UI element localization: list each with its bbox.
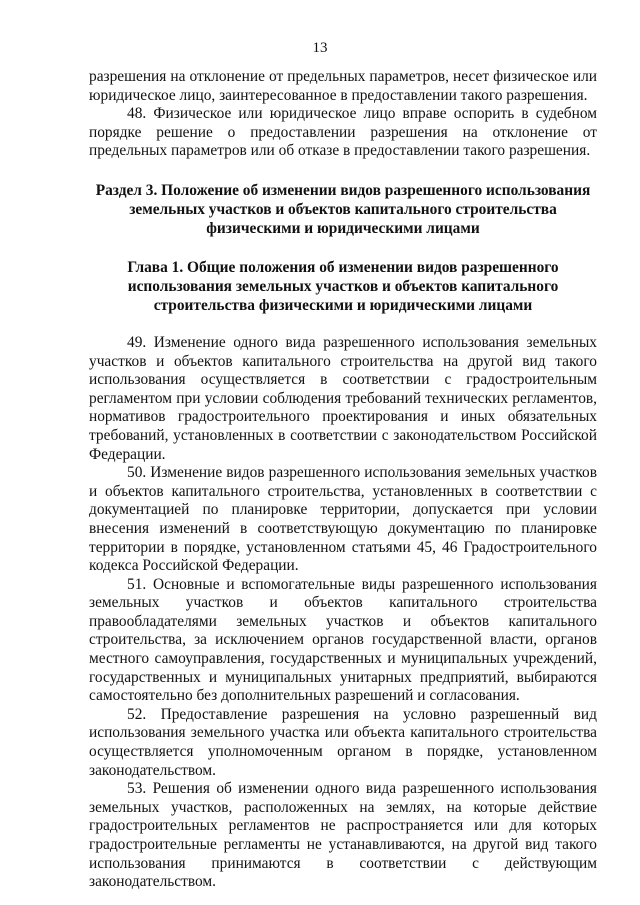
section-heading: Раздел 3. Положение об изменении видов разрешенного использования земельных участков и объектов капитального строительства физическими и юридическими лицами	[95, 181, 591, 237]
paragraph-50: 50. Изменение видов разрешенного использования земельных участков и объектов капитального строительства, установленных в соответствии с документацией по планировке территории, допускается при условии внесения изменений в соответствующую документацию по планировке территории в порядке, установленном статьями 45, 46 Градостроительного кодекса Российской Федерации.	[89, 464, 597, 575]
paragraph-continuation: разрешения на отклонение от предельных параметров, несет физическое или юридическое лицо, заинтересованное в предоставлении такого разрешения.	[89, 68, 597, 104]
document-body	[89, 68, 597, 892]
chapter-heading: Глава 1. Общие положения об изменении видов разрешенного использования земельных участков и объектов капитального строительства физическими и юридическими лицами	[127, 258, 559, 314]
paragraph-51: 51. Основные и вспомогательные виды разрешенного использования земельных участков и объектов капитального строительства правообладателями земельных участков и объектов капитального строительства, за исключением органов государственной власти, органов местного самоуправления, государственных и муниципальных учреждений, государственных и муниципальных унитарных предприятий, выбираются самостоятельно без дополнительных разрешений и согласования.	[89, 575, 597, 705]
paragraph-53: 53. Решения об изменении одного вида разрешенного использования земельных участков, расположенных на землях, на которые действие градостроительных регламентов не распространяется или для которых градостроительные регламенты не устанавливаются, на другой вид такого использования принимаются в соответствии с действующим законодательством.	[89, 780, 597, 891]
paragraph-49: 49. Изменение одного вида разрешенного использования земельных участков и объектов капитального строительства на другой вид такого использования осуществляется в соответствии с градостроительным регламентом при условии соблюдения требований технических регламентов, нормативов градостроительного проектирования и иных обязательных требований, установленных в соответствии с законодательством Российской Федерации.	[89, 333, 597, 463]
paragraph-48: 48. Физическое или юридическое лицо вправе оспорить в судебном порядке решение о предоставлении разрешения на отклонение от предельных параметров или об отказе в предоставлении такого разрешения.	[89, 105, 597, 160]
paragraph-52: 52. Предоставление разрешения на условно разрешенный вид использования земельного участка или объекта капитального строительства осуществляется уполномоченным органом в порядке, установленном законодательством.	[89, 705, 597, 779]
page-number: 13	[312, 40, 328, 56]
